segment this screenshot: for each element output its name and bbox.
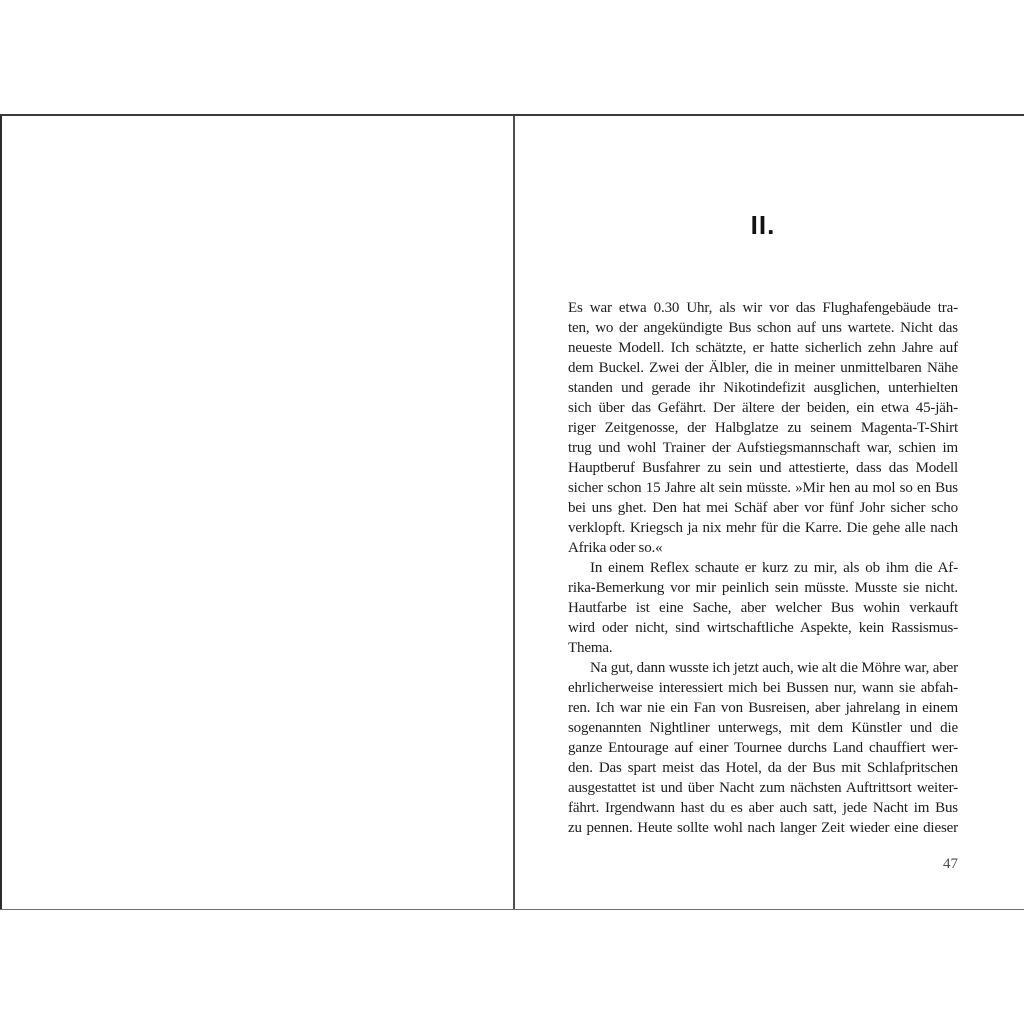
book-spread [0,114,1024,910]
page-number: 47 [943,856,958,872]
body-line: den. Das spart meist das Hotel, da der Bus mit Schlafpritschen [568,760,958,776]
body-line: rika-Bemerkung vor mir peinlich sein müsste. Musste sie nicht. [568,580,958,596]
chapter-heading: II. [750,210,776,240]
body-line: sogenannten Nightliner unterwegs, mit dem Künstler und die [568,720,958,736]
body-line: trug und wohl Trainer der Aufstiegsmannschaft war, schien im [568,440,958,456]
body-line: In einem Reflex schaute er kurz zu mir, als ob ihm die Af- [590,560,958,576]
body-line: Hautfarbe ist eine Sache, aber welcher Bus wohin verkauft [568,600,958,616]
body-line: neueste Modell. Ich schätzte, er hatte sicherlich zehn Jahre auf [568,340,958,356]
body-line: bei uns ghet. Den hat mei Schäf aber vor fünf Johr sicher scho [568,500,958,516]
body-line: fährt. Irgendwann hast du es aber auch satt, jede Nacht im Bus [568,800,958,816]
body-line: ausgestattet ist und über Nacht zum nächsten Auftrittsort weiter- [568,780,958,796]
body-line: Afrika oder so.« [568,540,663,556]
body-line: ten, wo der angekündigte Bus schon auf uns wartete. Nicht das [568,320,958,336]
body-line: dem Buckel. Zwei der Älbler, die in meiner unmittelbaren Nähe [568,360,958,376]
body-line: standen und gerade ihr Nikotindefizit ausglichen, unterhielten [568,380,958,396]
body-line: Thema. [568,640,613,656]
body-line: ganze Entourage auf einer Tournee durchs Land chauffiert wer- [568,740,958,756]
body-line: wird oder nicht, sind wirtschaftliche Aspekte, kein Rassismus- [568,620,958,636]
body-line: riger Zeitgenosse, der Halbglatze zu seinem Magenta-T-Shirt [568,420,958,436]
body-line: verklopft. Kriegsch ja nix mehr für die Karre. Die gehe alle nach [568,520,958,536]
body-line: ehrlicherweise interessiert mich bei Bussen nur, wann sie abfah- [568,680,958,696]
body-line: zu pennen. Heute sollte wohl nach langer Zeit wieder eine dieser [568,820,958,836]
left-page-blank [0,116,513,909]
body-line: sich über das Gefährt. Der ältere der beiden, ein etwa 45-jäh- [568,400,958,416]
right-page [515,116,1024,909]
body-line: Hauptberuf Busfahrer zu sein und attestierte, dass das Modell [568,460,958,476]
body-line: sicher schon 15 Jahre alt sein müsste. »Mir hen au mol so en Bus [568,480,958,496]
body-line: ren. Ich war nie ein Fan von Busreisen, aber jahrelang in einem [568,700,958,716]
body-line: Es war etwa 0.30 Uhr, als wir vor das Flughafengebäude tra- [568,300,958,316]
body-line: Na gut, dann wusste ich jetzt auch, wie alt die Möhre war, aber [590,660,958,676]
body-text [568,298,958,838]
